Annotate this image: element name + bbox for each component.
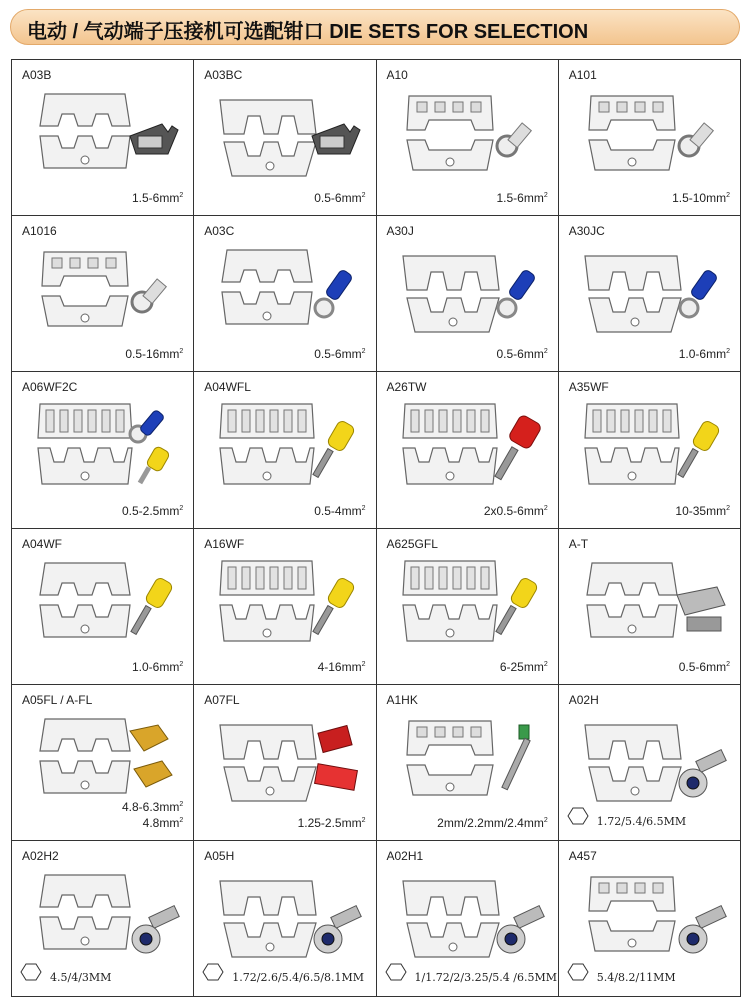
unit-superscript: 2 bbox=[179, 192, 184, 200]
terminal-illustration bbox=[124, 721, 184, 806]
hexagon-icon bbox=[567, 961, 589, 983]
wire-range-spec bbox=[675, 504, 730, 518]
die-code-label: A06WF2C bbox=[22, 380, 78, 395]
wire-range-value: 0.5-6mm bbox=[314, 191, 362, 206]
die-set-cell bbox=[559, 841, 741, 997]
terminal-illustration bbox=[489, 252, 549, 337]
hexagon-symbol bbox=[202, 961, 224, 988]
wire-range-spec bbox=[143, 816, 184, 830]
wire-range-value: 0.5-6mm bbox=[496, 347, 544, 362]
hex-size-spec: 5.4/8.2/11MM bbox=[596, 971, 676, 984]
wire-range-value: 4.8mm bbox=[142, 815, 180, 830]
unit-superscript: 2 bbox=[179, 348, 184, 356]
unit-superscript: 2 bbox=[543, 660, 548, 668]
die-code-label: A16WF bbox=[204, 536, 245, 551]
terminal-illustration bbox=[489, 565, 549, 650]
die-code-label: A30JC bbox=[568, 224, 605, 239]
wire-range-value: 1.0-6mm bbox=[678, 347, 727, 362]
die-code-label: A30J bbox=[386, 224, 414, 239]
die-set-cell bbox=[194, 216, 376, 372]
page-title: 电动 / 气动端子压接机可选配钳口 DIE SETS FOR SELECTION bbox=[27, 21, 589, 43]
wire-range-value: 6-25mm bbox=[499, 659, 544, 674]
hexagon-icon bbox=[20, 961, 42, 983]
wire-range-value: 0.5-6mm bbox=[678, 659, 727, 674]
wire-range-spec-2 bbox=[122, 800, 183, 814]
ring-terminal-icon bbox=[489, 96, 549, 176]
die-set-cell bbox=[12, 60, 194, 216]
wire-range-spec bbox=[314, 347, 365, 361]
bnc-terminal-icon bbox=[306, 891, 366, 971]
wire-range-value: 0.5-2.5mm bbox=[121, 503, 180, 518]
wire-range-spec bbox=[437, 816, 548, 830]
die-set-cell bbox=[377, 529, 559, 685]
ferrule-terminal-icon bbox=[306, 565, 366, 645]
hexagon-symbol bbox=[385, 961, 407, 988]
unit-superscript: 2 bbox=[726, 192, 730, 200]
die-set-grid bbox=[11, 59, 741, 997]
hex-size-spec: 1/1.72/2/3.25/5.4 /6.5MM bbox=[414, 971, 558, 984]
terminal-illustration bbox=[306, 408, 366, 493]
hexagon-symbol bbox=[20, 961, 42, 988]
bnc-terminal-icon bbox=[671, 735, 731, 815]
wire-range-value: 0.5-6mm bbox=[314, 347, 362, 362]
gold-flag-terminal-icon bbox=[124, 721, 184, 801]
wire-range-spec bbox=[497, 347, 548, 361]
wire-range-value: 10-35mm bbox=[675, 503, 727, 518]
wire-range-spec bbox=[122, 504, 183, 518]
wire-range-spec bbox=[672, 191, 730, 205]
bnc-terminal-icon bbox=[489, 891, 549, 971]
wire-range-value: 1.5-10mm bbox=[672, 191, 727, 206]
die-code-label: A03B bbox=[22, 68, 52, 82]
blue-ring-terminal-icon bbox=[306, 252, 366, 332]
terminal-illustration bbox=[671, 408, 731, 493]
wire-range-spec bbox=[318, 660, 366, 674]
wire-range-value: 4-16mm bbox=[317, 659, 362, 674]
die-set-cell bbox=[377, 685, 559, 841]
wire-range-spec bbox=[314, 191, 365, 205]
wire-range-value: 1.5-6mm bbox=[496, 191, 544, 206]
terminal-illustration bbox=[671, 891, 731, 976]
unit-superscript: 2 bbox=[726, 348, 730, 356]
wire-range-spec bbox=[484, 504, 548, 518]
ferrule-terminal-icon bbox=[671, 408, 731, 488]
terminal-illustration bbox=[671, 565, 731, 650]
unit-superscript: 2 bbox=[361, 660, 366, 668]
unit-superscript: 2 bbox=[726, 504, 730, 512]
die-code-label: A02H bbox=[568, 692, 599, 707]
die-code-label: A35WF bbox=[568, 380, 609, 395]
die-code-label: A10 bbox=[386, 68, 408, 82]
unit-superscript: 2 bbox=[361, 816, 366, 824]
wire-range-spec bbox=[314, 504, 365, 518]
terminal-illustration bbox=[306, 565, 366, 650]
terminal-illustration bbox=[306, 891, 366, 976]
die-code-label: A07FL bbox=[204, 692, 240, 707]
die-set-cell bbox=[559, 60, 741, 216]
die-set-cell bbox=[377, 216, 559, 372]
ring-terminal-icon bbox=[124, 252, 184, 332]
die-code-label: A04WF bbox=[22, 536, 63, 551]
die-code-label: A26TW bbox=[386, 380, 427, 395]
pin-terminal-icon bbox=[489, 721, 549, 801]
die-code-label: A-T bbox=[568, 536, 589, 551]
die-set-cell bbox=[559, 529, 741, 685]
unit-superscript: 2 bbox=[361, 504, 366, 512]
hexagon-icon bbox=[385, 961, 407, 983]
bnc-terminal-icon bbox=[124, 891, 184, 971]
hex-size-spec: 1.72/2.6/5.4/6.5/8.1MM bbox=[232, 971, 365, 984]
ferrule-terminal-icon bbox=[306, 408, 366, 488]
die-code-label: A625GFL bbox=[386, 536, 438, 551]
die-set-cell bbox=[559, 372, 741, 528]
hexagon-icon bbox=[567, 805, 589, 827]
terminal-illustration bbox=[489, 408, 549, 493]
die-code-label: A04WFL bbox=[204, 380, 251, 395]
die-set-cell bbox=[194, 529, 376, 685]
terminal-illustration bbox=[671, 252, 731, 337]
die-set-cell bbox=[12, 841, 194, 997]
unit-superscript: 2 bbox=[543, 192, 548, 200]
ferrule-terminal-icon bbox=[124, 565, 184, 645]
unit-superscript: 2 bbox=[179, 504, 184, 512]
wire-range-value: 4.8-6.3mm bbox=[121, 799, 180, 814]
terminal-illustration bbox=[124, 252, 184, 337]
die-code-label: A1016 bbox=[22, 224, 57, 239]
die-set-cell bbox=[559, 216, 741, 372]
wire-range-value: 0.5-4mm bbox=[314, 503, 362, 518]
flag-terminal-icon bbox=[306, 96, 366, 176]
unit-superscript: 2 bbox=[179, 660, 184, 668]
terminal-illustration bbox=[124, 565, 184, 650]
terminal-illustration bbox=[306, 252, 366, 337]
blue-ring-terminal-icon bbox=[671, 252, 731, 332]
terminal-illustration bbox=[489, 891, 549, 976]
die-code-label: A02H1 bbox=[386, 848, 424, 863]
wire-range-spec bbox=[500, 660, 548, 674]
twin-ferrule-terminal-icon bbox=[489, 408, 549, 488]
die-set-cell bbox=[377, 60, 559, 216]
die-code-label: A1HK bbox=[386, 692, 418, 707]
wire-range-value: 1.5-6mm bbox=[132, 191, 180, 206]
terminal-illustration bbox=[671, 735, 731, 820]
wire-range-spec bbox=[298, 816, 366, 830]
flag-terminal-icon bbox=[124, 96, 184, 176]
ring-terminal-icon bbox=[671, 96, 731, 176]
terminal-illustration bbox=[124, 96, 184, 181]
die-set-cell bbox=[194, 60, 376, 216]
terminal-illustration bbox=[671, 96, 731, 181]
ring-ferrule-terminal-icon bbox=[124, 408, 184, 488]
unit-superscript: 2 bbox=[179, 816, 184, 824]
wire-range-value: 1.25-2.5mm bbox=[297, 815, 362, 830]
die-set-cell bbox=[12, 685, 194, 841]
unit-superscript: 2 bbox=[361, 348, 366, 356]
blue-ring-terminal-icon bbox=[489, 252, 549, 332]
unit-superscript: 2 bbox=[543, 348, 548, 356]
die-code-label: A03BC bbox=[204, 68, 243, 82]
die-set-cell bbox=[194, 841, 376, 997]
tab-terminal-icon bbox=[671, 565, 731, 645]
terminal-illustration bbox=[306, 721, 366, 806]
hexagon-symbol bbox=[567, 961, 589, 988]
wire-range-spec bbox=[132, 660, 183, 674]
die-code-label: A03C bbox=[204, 224, 235, 239]
die-code-label: A457 bbox=[568, 848, 597, 863]
die-code-label: A101 bbox=[568, 68, 597, 82]
die-set-cell bbox=[559, 685, 741, 841]
die-set-cell bbox=[377, 372, 559, 528]
wire-range-value: 1.0-6mm bbox=[132, 659, 180, 674]
die-code-label: A02H2 bbox=[22, 848, 59, 863]
hexagon-icon bbox=[202, 961, 224, 983]
hex-size-spec: 4.5/4/3MM bbox=[50, 971, 112, 984]
terminal-illustration bbox=[124, 891, 184, 976]
die-set-cell bbox=[12, 372, 194, 528]
unit-superscript: 2 bbox=[179, 800, 184, 808]
wire-range-spec bbox=[132, 191, 183, 205]
die-code-label: A05H bbox=[204, 848, 235, 863]
wire-range-spec bbox=[679, 347, 730, 361]
hexagon-symbol bbox=[567, 805, 589, 832]
die-set-cell bbox=[194, 372, 376, 528]
unit-superscript: 2 bbox=[543, 816, 548, 824]
red-flag-terminal-icon bbox=[306, 721, 366, 801]
wire-range-value: 2x0.5-6mm bbox=[483, 503, 544, 518]
die-set-cell bbox=[377, 841, 559, 997]
wire-range-spec bbox=[125, 347, 183, 361]
wire-range-value: 2mm/2.2mm/2.4mm bbox=[437, 815, 544, 830]
die-set-cell bbox=[194, 685, 376, 841]
wire-range-spec bbox=[497, 191, 548, 205]
hex-size-spec: 1.72/5.4/6.5MM bbox=[596, 814, 687, 828]
terminal-illustration bbox=[489, 721, 549, 806]
title-banner bbox=[10, 9, 740, 45]
bnc-terminal-icon bbox=[671, 891, 731, 971]
wire-range-spec bbox=[679, 660, 730, 674]
unit-superscript: 2 bbox=[543, 504, 548, 512]
terminal-illustration bbox=[306, 96, 366, 181]
die-set-cell bbox=[12, 216, 194, 372]
ferrule-terminal-icon bbox=[489, 565, 549, 645]
wire-range-value: 0.5-16mm bbox=[125, 347, 180, 362]
terminal-illustration bbox=[124, 408, 184, 493]
die-set-cell bbox=[12, 529, 194, 685]
die-code-label: A05FL / A-FL bbox=[22, 692, 93, 707]
unit-superscript: 2 bbox=[726, 660, 730, 668]
unit-superscript: 2 bbox=[361, 192, 366, 200]
terminal-illustration bbox=[489, 96, 549, 181]
